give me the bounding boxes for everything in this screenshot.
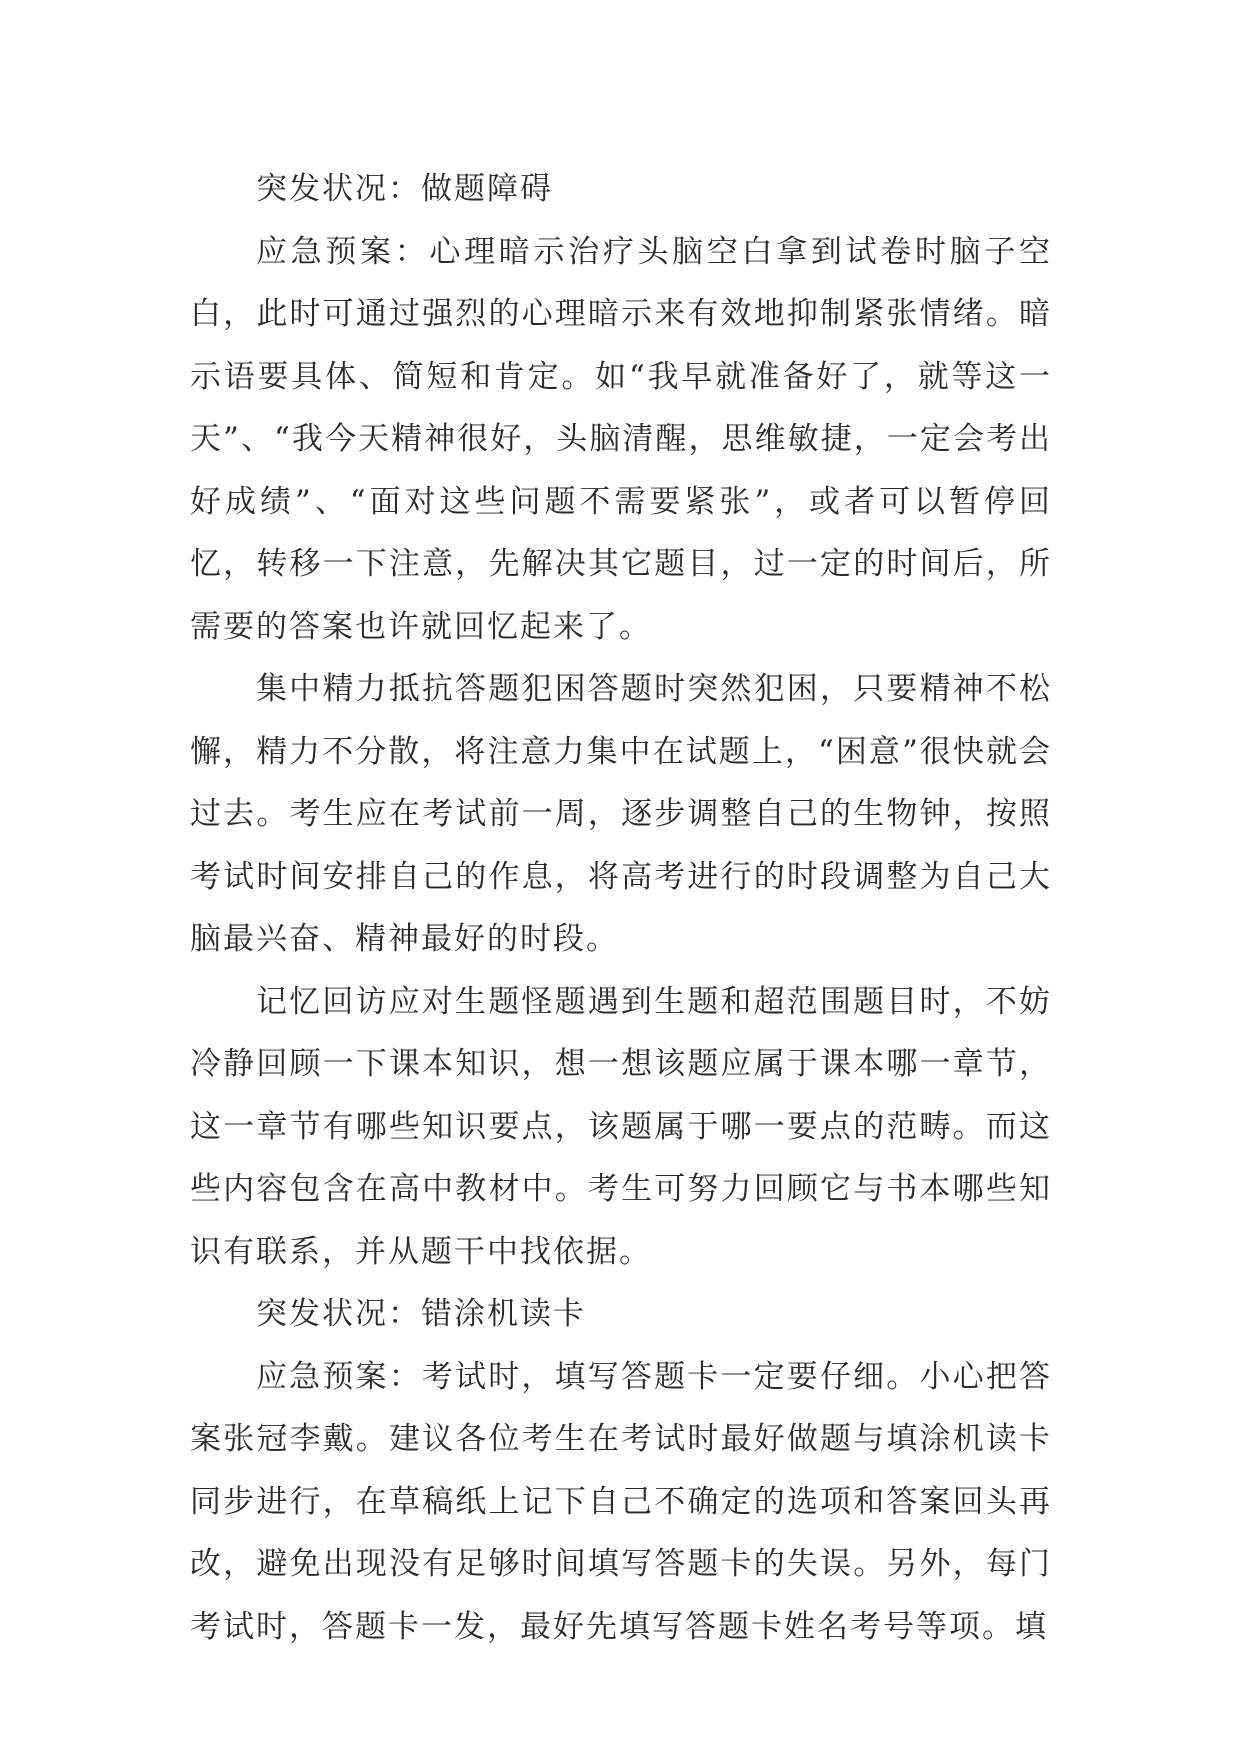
paragraph-answer-card-plan: 应急预案：考试时，填写答题卡一定要仔细。小心把答案张冠李戴。建议各位考生在考试时最好做题与填涂机读卡同步进行，在草稿纸上记下自己不确定的选项和答案回头再改，避免出现没有足够时间填写答题卡的失误。另外，每门考试时，答题卡一发，最好先填写答题卡姓名考号等项。填 bbox=[190, 1358, 1052, 1645]
paragraph-drowsiness-plan: 集中精力抵抗答题犯困答题时突然犯困，只要精神不松懈，精力不分散，将注意力集中在试题上，“困意”很快就会过去。考生应在考试前一周，逐步调整自己的生物钟，按照考试时间安排自己的作息，将高考进行的时段调整为自己大脑最兴奋、精神最好的时段。 bbox=[190, 671, 1052, 957]
paragraph-unfamiliar-questions-plan: 记忆回访应对生题怪题遇到生题和超范围题目时，不妨冷静回顾一下课本知识，想一想该题应属于课本哪一章节，这一章节有哪些知识要点，该题属于哪一要点的范畴。而这些内容包含在高中教材中。考生可努力回顾它与书本哪些知识有联系，并从题干中找依据。 bbox=[190, 983, 1052, 1270]
paragraph-mind-blank-plan: 应急预案：心理暗示治疗头脑空白拿到试卷时脑子空白，此时可通过强烈的心理暗示来有效地抑制紧张情绪。暗示语要具体、简短和肯定。如“我早就准备好了，就等这一天”、“我今天精神很好，头脑清醒，思维敏捷，一定会考出好成绩”、“面对这些问题不需要紧张”，或者可以暂停回忆，转移一下注意，先解决其它题目，过一定的时间后，所需要的答案也许就回忆起来了。 bbox=[190, 233, 1052, 645]
heading-study-obstacle: 突发状况：做题障碍 bbox=[256, 171, 553, 207]
document-body bbox=[190, 158, 1052, 1658]
heading-answer-card-error: 突发状况：错涂机读卡 bbox=[256, 1296, 586, 1332]
